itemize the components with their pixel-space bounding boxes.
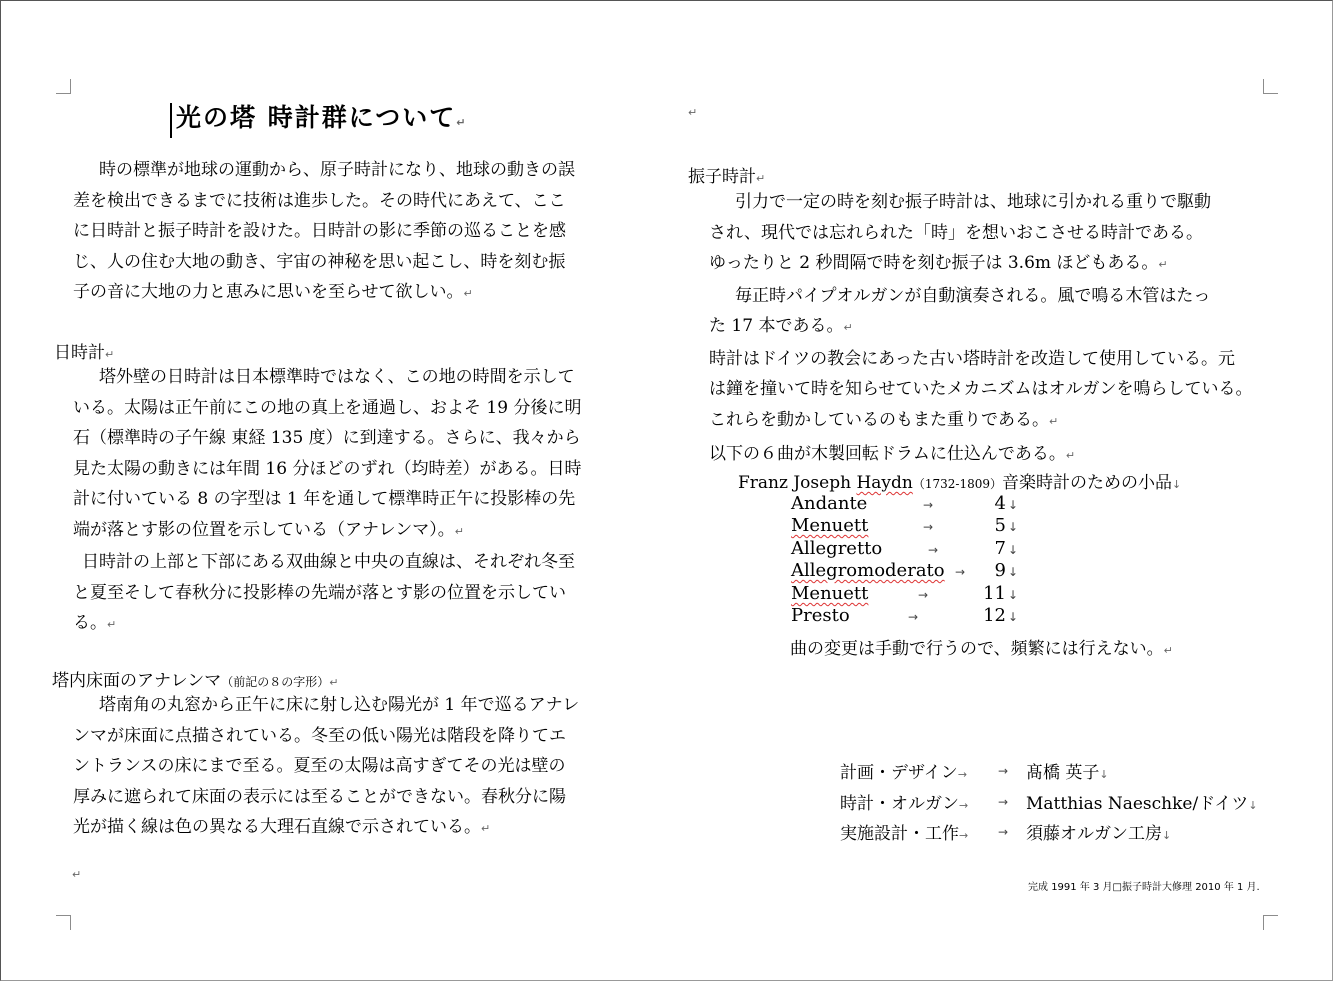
line-break-mark: ↓ <box>1008 565 1019 579</box>
text-line: 引力で一定の時を刻む振子時計は、地球に引かれる重りで駆動 <box>735 192 1211 212</box>
text-line: に日時計と振子時計を設けた。日時計の影に季節の巡ることを感 <box>73 221 566 241</box>
pendulum-heading[interactable]: 振子時計↵ <box>688 167 766 187</box>
text-line: ントランスの床にまで至る。夏至の太陽は高すぎてその光は壁の <box>73 756 566 776</box>
composer-years: （1732-1809） <box>912 477 1002 491</box>
piece-name: Allegretto <box>791 538 883 559</box>
piece-name: Presto <box>791 605 850 626</box>
credit-name: 須藤オルガン工房↓ <box>1026 824 1172 844</box>
paragraph-mark: ↵ <box>456 116 468 129</box>
piece-number: 9 <box>994 560 1006 581</box>
text-line: 時の標準が地球の運動から、原子時計になり、地球の動きの誤 <box>99 160 575 180</box>
credit-role: 実施設計・工作→ <box>840 824 969 844</box>
tab-mark: → <box>998 795 1009 809</box>
pendulum-paragraph[interactable] <box>709 187 1253 437</box>
credit-name: Matthias Naeschke/ドイツ↓ <box>1026 794 1258 814</box>
crop-mark-top-right <box>1263 79 1278 94</box>
tab-mark: → <box>998 825 1009 839</box>
text-line: 毎正時パイプオルガンが自動演奏される。風で鳴る木管はたっ <box>735 285 1211 306</box>
analemma-heading-note: （前記の８の字形） <box>221 675 330 689</box>
text-line: ンマが床面に点描されている。冬至の低い陽光は階段を降りてエ <box>73 725 566 746</box>
text-line: 光が描く線は色の異なる大理石直線で示されている。↵ <box>73 817 491 837</box>
piece-number: 4 <box>994 493 1006 514</box>
text-line: 日時計の上部と下部にある双曲線と中央の直線は、それぞれ冬至 <box>82 552 575 572</box>
piece-name: Allegromoderato <box>791 560 945 581</box>
intro-paragraph[interactable] <box>73 155 575 310</box>
completion-footer: 完成 1991 年 3 月□振子時計大修理 2010 年 1 月. <box>1028 882 1260 893</box>
composer-line[interactable]: Franz Joseph Haydn（1732-1809）音楽時計のための小品↓ <box>738 473 1182 493</box>
work-title: 音楽時計のための小品 <box>1001 473 1172 493</box>
text-line: じ、人の住む大地の動き、宇宙の神秘を思い起こし、時を刻む振 <box>73 251 566 272</box>
text-line: 石（標準時の子午線 東経 135 度）に到達する。さらに、我々から <box>73 428 581 448</box>
crop-mark-bottom-left <box>56 915 71 930</box>
text-line: は鐘を撞いて時を知らせていたメカニズムはオルガンを鳴らしている。 <box>709 379 1253 399</box>
paragraph-mark: ↵ <box>688 106 698 119</box>
text-line: た 17 本である。↵ <box>709 316 853 336</box>
tab-mark: → <box>955 565 966 579</box>
text-line: これらを動かしているのもまた重りである。↵ <box>709 409 1059 430</box>
songs-intro[interactable]: 以下の６曲が木製回転ドラムに仕込んである。↵ <box>709 444 1076 464</box>
text-line: と夏至そして春秋分に投影棒の先端が落とす影の位置を示してい <box>73 582 566 603</box>
piece-number: 7 <box>994 538 1006 559</box>
tab-mark: → <box>923 498 934 512</box>
song-change-note[interactable]: 曲の変更は手動で行うので、頻繁には行えない。↵ <box>790 639 1173 659</box>
piece-number: 11 <box>983 583 1006 604</box>
line-break-mark: ↓ <box>1008 588 1019 602</box>
tab-mark: → <box>918 588 929 602</box>
credit-name: 髙橋 英子↓ <box>1026 763 1109 783</box>
composer-surname: Haydn <box>856 473 913 493</box>
crop-mark-top-left <box>56 79 71 94</box>
text-line: 時計はドイツの教会にあった古い塔時計を改造して使用している。元 <box>709 348 1235 369</box>
line-break-mark: ↓ <box>1008 610 1019 624</box>
title-text: 光の塔 時計群について <box>176 103 457 132</box>
piece-name: Menuett <box>791 583 869 604</box>
piece-name: Menuett <box>791 515 869 536</box>
tab-mark: → <box>998 764 1009 778</box>
text-line: 差を検出できるまでに技術は進歩した。その時代にあえて、ここ <box>73 190 566 211</box>
tab-mark: → <box>928 543 939 557</box>
composer-name: Franz Joseph Haydn <box>738 473 913 493</box>
text-line: され、現代では忘れられた「時」を想いおこさせる時計である。 <box>709 222 1204 243</box>
line-break-mark: ↓ <box>1008 520 1019 534</box>
piece-number: 5 <box>994 515 1006 536</box>
text-line: 厚みに遮られて床面の表示には至ることができない。春秋分に陽 <box>73 786 566 807</box>
document-title[interactable] <box>170 103 467 138</box>
credit-role: 時計・オルガン→ <box>840 794 969 814</box>
text-line: 端が落とす影の位置を示している（アナレンマ）。↵ <box>73 519 464 540</box>
sundial-heading[interactable]: 日時計↵ <box>54 343 115 363</box>
line-break-mark: ↓ <box>1008 498 1019 512</box>
piece-number: 12 <box>983 605 1006 626</box>
text-line: 見た太陽の動きには年間 16 分ほどのずれ（均時差）がある。日時 <box>73 458 582 479</box>
analemma-paragraph[interactable] <box>73 690 579 845</box>
tab-mark: → <box>908 610 919 624</box>
text-line: 塔南角の丸窓から正午に床に射し込む陽光が 1 年で巡るアナレ <box>99 695 580 715</box>
analemma-heading[interactable]: 塔内床面のアナレンマ（前記の８の字形）↵ <box>52 671 339 691</box>
text-line: 子の音に大地の力と恵みに思いを至らせて欲しい。↵ <box>73 282 473 302</box>
line-break-mark: ↓ <box>1008 543 1019 557</box>
text-line: 塔外壁の日時計は日本標準時ではなく、この地の時間を示して <box>99 367 575 387</box>
paragraph-mark: ↵ <box>72 868 82 881</box>
tab-mark: → <box>923 520 934 534</box>
text-line: いる。太陽は正午前にこの地の真上を通過し、およそ 19 分後に明 <box>73 397 582 418</box>
crop-mark-bottom-right <box>1263 915 1278 930</box>
piece-name: Andante <box>791 493 868 514</box>
text-line: 計に付いている 8 の字型は 1 年を通して標準時正午に投影棒の先 <box>73 489 576 509</box>
text-line: ゆったりと 2 秒間隔で時を刻む振子は 3.6m ほどもある。↵ <box>709 253 1168 273</box>
text-line: る。↵ <box>73 613 117 633</box>
credit-role: 計画・デザイン→ <box>840 763 968 783</box>
sundial-paragraph[interactable] <box>73 362 581 641</box>
